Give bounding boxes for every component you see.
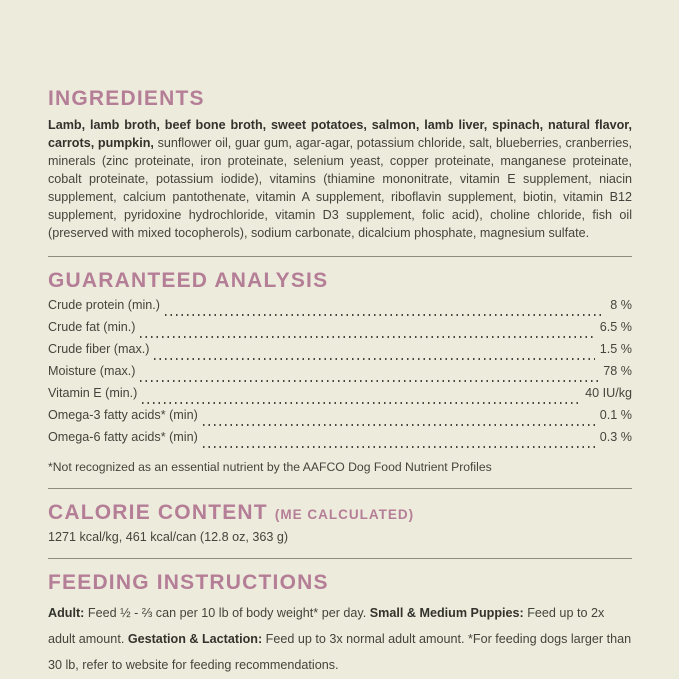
analysis-row: [48, 430, 632, 452]
analysis-row: [48, 342, 632, 364]
analysis-row-value: 40 IU/kg: [585, 386, 632, 400]
analysis-row-label: Crude fiber (max.): [48, 342, 150, 356]
analysis-row-label: Moisture (max.): [48, 364, 136, 378]
ingredients-text: [48, 116, 632, 242]
analysis-row-value: 78 %: [603, 364, 632, 378]
dot-leader: [140, 380, 598, 382]
analysis-row-label: Crude fat (min.): [48, 320, 136, 334]
feeding-segment-text: Feed ½ - ⅔ can per 10 lb of body weight* per day.: [84, 606, 370, 620]
analysis-row: [48, 386, 632, 408]
analysis-row-value: 1.5 %: [599, 342, 632, 356]
guaranteed-analysis-table: [48, 298, 632, 452]
feeding-instructions-text: [48, 600, 632, 678]
analysis-row: [48, 298, 632, 320]
calorie-content-subtitle: (ME CALCULATED): [274, 507, 415, 522]
analysis-row-label: Vitamin E (min.): [48, 386, 138, 400]
analysis-row-value: 8 %: [610, 298, 632, 312]
dot-leader: [203, 424, 595, 426]
analysis-row-value: 6.5 %: [599, 320, 632, 334]
analysis-row-label: Omega-6 fatty acids* (min): [48, 430, 198, 444]
feeding-instructions-title: FEEDING INSTRUCTIONS: [48, 571, 329, 594]
analysis-row: [48, 364, 632, 386]
section-divider: [48, 256, 632, 257]
section-divider: [48, 488, 632, 489]
ingredients-rest: sunflower oil, guar gum, agar-agar, potassium chloride, salt, blueberries, cranberries, minerals (zinc proteinate, iron proteinate, selenium yeast, copper proteinate, manganese proteinate, cobalt proteinate, potassium iodide), vitamins (thiamine mononitrate, vitamin E supplement, niacin supplement, calcium pantothenate, vitamin A supplement, riboflavin supplement, biotin, vitamin B12 supplement, pyridoxine hydrochloride, vitamin D3 supplement, folic acid), choline chloride, fish oil (preserved with mixed tocopherols), sodium carbonate, dicalcium phosphate, magnesium sulfate.: [48, 136, 632, 240]
dot-leader: [140, 336, 594, 338]
feeding-segment-label: Adult:: [48, 606, 85, 620]
analysis-row-value: 0.3 %: [599, 430, 632, 444]
ingredients-title: INGREDIENTS: [48, 87, 205, 110]
feeding-segment-label: Small & Medium Puppies:: [369, 606, 524, 620]
guaranteed-analysis-title: GUARANTEED ANALYSIS: [48, 269, 329, 292]
section-divider: [48, 558, 632, 559]
analysis-row-label: Crude protein (min.): [48, 298, 160, 312]
calorie-content-detail: 1271 kcal/kg, 461 kcal/can (12.8 oz, 363 g): [48, 530, 289, 544]
analysis-footnote: *Not recognized as an essential nutrient by the AAFCO Dog Food Nutrient Profiles: [48, 460, 492, 474]
dot-leader: [165, 314, 605, 316]
dot-leader: [203, 446, 595, 448]
feeding-segment-text: Feed up to 3x normal adult amount. *For feeding dogs larger than 30 lb, refer to website for feeding recommendations.: [48, 632, 632, 672]
analysis-row-label: Omega-3 fatty acids* (min): [48, 408, 198, 422]
calorie-content-title-main: CALORIE CONTENT: [48, 501, 268, 524]
analysis-row-value: 0.1 %: [599, 408, 632, 422]
analysis-row: [48, 320, 632, 342]
analysis-row: [48, 408, 632, 430]
ingredients-lead: Lamb, lamb broth, beef bone broth, sweet potatoes, salmon, lamb liver, spinach, natural flavor, carrots, pumpkin,: [48, 118, 632, 150]
calorie-content-title: [48, 502, 632, 523]
feeding-segment-text: Feed up to 2x adult amount.: [48, 606, 605, 646]
feeding-segment-label: Gestation & Lactation:: [127, 632, 263, 646]
dot-leader: [154, 358, 594, 360]
dot-leader: [142, 402, 580, 404]
